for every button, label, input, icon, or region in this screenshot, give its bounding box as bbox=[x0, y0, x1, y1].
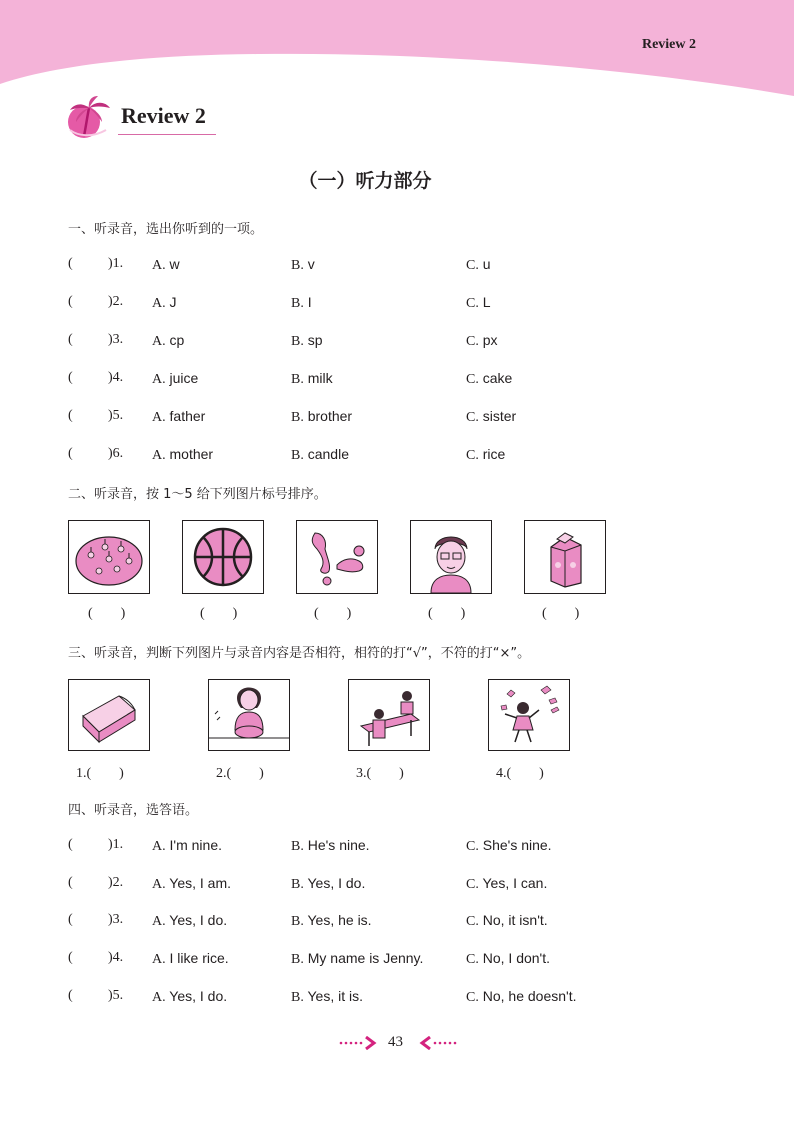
option-c: C. No, he doesn't. bbox=[466, 988, 577, 1005]
option-b: B. My name is Jenny. bbox=[291, 950, 424, 967]
option-c: C. She's nine. bbox=[466, 837, 552, 854]
option-b: B. I bbox=[291, 294, 312, 311]
header-running-title: Review 2 bbox=[641, 37, 696, 52]
section4-question bbox=[68, 875, 728, 897]
girl-with-cake-icon bbox=[209, 680, 289, 750]
option-b: B. milk bbox=[291, 370, 333, 387]
question-number: )5. bbox=[108, 408, 124, 423]
section1-question bbox=[68, 256, 728, 278]
page-number: 43 bbox=[388, 1034, 403, 1050]
section4-question bbox=[68, 912, 728, 934]
answer-paren: ( bbox=[68, 408, 73, 423]
picture-cake-slice bbox=[68, 679, 150, 751]
option-a: A. mother bbox=[152, 446, 214, 463]
option-b: B. candle bbox=[291, 446, 349, 463]
arrow-left-icon bbox=[418, 1036, 458, 1050]
section4-question bbox=[68, 988, 728, 1010]
milk-carton-icon bbox=[525, 521, 605, 593]
option-a: A. J bbox=[152, 294, 177, 311]
palm-tree-logo-icon bbox=[62, 96, 114, 140]
question-number: )5. bbox=[108, 988, 124, 1003]
order-blank[interactable]: ( ) bbox=[542, 606, 580, 621]
cake-slice-icon bbox=[69, 680, 149, 750]
option-b: B. Yes, he is. bbox=[291, 912, 372, 929]
option-c: C. sister bbox=[466, 408, 517, 425]
option-a: A. Yes, I am. bbox=[152, 875, 232, 892]
section4-question bbox=[68, 950, 728, 972]
answer-paren: ( bbox=[68, 332, 73, 347]
picture-grandfather bbox=[410, 520, 492, 594]
option-b: B. Yes, I do. bbox=[291, 875, 366, 892]
title-underline bbox=[118, 134, 216, 135]
option-a: A. Yes, I do. bbox=[152, 988, 228, 1005]
order-blank[interactable]: ( ) bbox=[314, 606, 352, 621]
picture-girl-with-cake bbox=[208, 679, 290, 751]
answer-paren: ( bbox=[68, 837, 73, 852]
picture-birthday-cake bbox=[68, 520, 150, 594]
question-number: )2. bbox=[108, 875, 124, 890]
judge-blank[interactable]: 3.( ) bbox=[356, 766, 404, 781]
option-c: C. No, it isn't. bbox=[466, 912, 548, 929]
option-b: B. He's nine. bbox=[291, 837, 370, 854]
question-number: )4. bbox=[108, 370, 124, 385]
question-number: )1. bbox=[108, 837, 124, 852]
question-number: )3. bbox=[108, 912, 124, 927]
option-b: B. sp bbox=[291, 332, 323, 349]
section4-question bbox=[68, 837, 728, 859]
order-blank[interactable]: ( ) bbox=[88, 606, 126, 621]
birthday-cake-icon bbox=[69, 521, 149, 593]
option-a: A. cp bbox=[152, 332, 185, 349]
answer-paren: ( bbox=[68, 950, 73, 965]
judge-blank[interactable]: 4.( ) bbox=[496, 766, 544, 781]
answer-paren: ( bbox=[68, 294, 73, 309]
option-c: C. No, I don't. bbox=[466, 950, 550, 967]
picture-girl-dancing bbox=[488, 679, 570, 751]
part-title: （一）听力部分 bbox=[298, 170, 432, 192]
ping-pong-icon bbox=[349, 680, 429, 750]
option-a: A. father bbox=[152, 408, 206, 425]
option-c: C. L bbox=[466, 294, 491, 311]
answer-paren: ( bbox=[68, 446, 73, 461]
option-c: C. u bbox=[466, 256, 491, 273]
section1-question bbox=[68, 294, 728, 316]
picture-ping-pong bbox=[348, 679, 430, 751]
basketball-icon bbox=[183, 521, 263, 593]
option-c: C. rice bbox=[466, 446, 506, 463]
answer-paren: ( bbox=[68, 988, 73, 1003]
option-b: B. Yes, it is. bbox=[291, 988, 363, 1005]
answer-paren: ( bbox=[68, 912, 73, 927]
option-a: A. I'm nine. bbox=[152, 837, 222, 854]
section2-heading: 二、听录音，按 1～5 给下列图片标号排序。 bbox=[68, 487, 327, 502]
arrow-right-icon bbox=[338, 1036, 378, 1050]
picture-bowling bbox=[296, 520, 378, 594]
option-a: A. w bbox=[152, 256, 180, 273]
section3-heading: 三、听录音，判断下列图片与录音内容是否相符，相符的打“√”，不符的打“×”。 bbox=[68, 646, 531, 661]
order-blank[interactable]: ( ) bbox=[200, 606, 238, 621]
option-b: B. v bbox=[291, 256, 315, 273]
question-number: )3. bbox=[108, 332, 124, 347]
question-number: )1. bbox=[108, 256, 124, 271]
answer-paren: ( bbox=[68, 256, 73, 271]
page-title: Review 2 bbox=[121, 103, 206, 128]
girl-dancing-icon bbox=[489, 680, 569, 750]
answer-paren: ( bbox=[68, 370, 73, 385]
grandfather-icon bbox=[411, 521, 491, 593]
option-c: C. px bbox=[466, 332, 498, 349]
option-a: A. juice bbox=[152, 370, 199, 387]
section1-question bbox=[68, 332, 728, 354]
question-number: )6. bbox=[108, 446, 124, 461]
section4-heading: 四、听录音，选答语。 bbox=[68, 803, 199, 818]
question-number: )2. bbox=[108, 294, 124, 309]
answer-paren: ( bbox=[68, 875, 73, 890]
judge-blank[interactable]: 2.( ) bbox=[216, 766, 264, 781]
section1-question bbox=[68, 446, 728, 468]
section1-heading: 一、听录音，选出你听到的一项。 bbox=[68, 222, 264, 237]
picture-milk-carton bbox=[524, 520, 606, 594]
section1-question bbox=[68, 370, 728, 392]
option-c: C. cake bbox=[466, 370, 513, 387]
judge-blank[interactable]: 1.( ) bbox=[76, 766, 124, 781]
bowling-pins-icon bbox=[297, 521, 377, 593]
option-a: A. I like rice. bbox=[152, 950, 229, 967]
question-number: )4. bbox=[108, 950, 124, 965]
option-a: A. Yes, I do. bbox=[152, 912, 228, 929]
section1-question bbox=[68, 408, 728, 430]
picture-basketball bbox=[182, 520, 264, 594]
option-b: B. brother bbox=[291, 408, 353, 425]
option-c: C. Yes, I can. bbox=[466, 875, 548, 892]
order-blank[interactable]: ( ) bbox=[428, 606, 466, 621]
